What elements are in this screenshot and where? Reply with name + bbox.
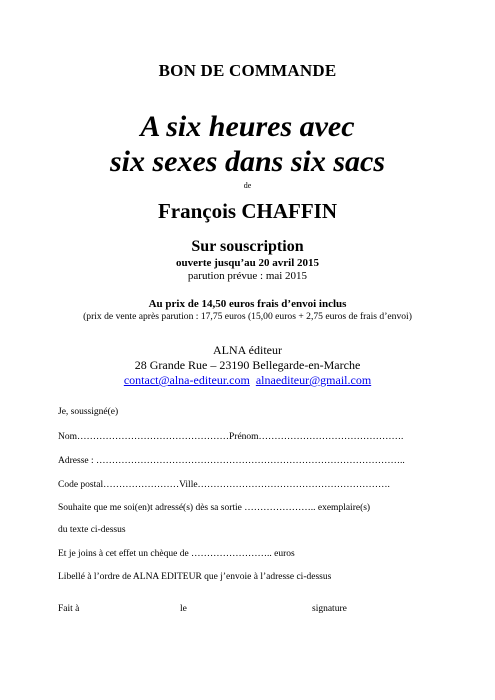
signature-label: signature: [312, 604, 347, 614]
name-field[interactable]: Nom…………………………………………: [58, 432, 229, 442]
author-name: François CHAFFIN: [157, 199, 338, 223]
email-link-contact[interactable]: contact@alna-editeur.com: [123, 373, 250, 387]
name-row: [58, 432, 403, 442]
address-field[interactable]: Adresse : ……………………………………………………………………………………..: [58, 456, 405, 466]
publisher-name: ALNA éditeur: [213, 343, 282, 357]
subscription-heading: Sur souscription: [191, 238, 304, 255]
firstname-field[interactable]: Prénom……………………………………….: [229, 432, 404, 442]
by-label: de: [243, 181, 252, 190]
date-label: le: [180, 604, 187, 614]
payable-to-line: Libellé à l’ordre de ALNA EDITEUR que j’envoie à l’adresse ci-dessus: [58, 572, 332, 582]
document-header: BON DE COMMANDE: [158, 61, 337, 80]
price-note: (prix de vente après parution : 17,75 euros (15,00 euros + 2,75 euros de frais d’envoi): [83, 311, 412, 322]
quantity-line[interactable]: Souhaite que me soi(en)t adressé(s) dès sa sortie ………………….. exemplaire(s): [58, 503, 371, 513]
publisher-emails: [0, 373, 495, 388]
price-main: Au prix de 14,50 euros frais d’envoi inclus: [148, 298, 347, 310]
subscription-deadline: ouverte jusqu’au 20 avril 2015: [176, 257, 319, 269]
release-date: parution prévue : mai 2015: [187, 270, 308, 282]
city-field[interactable]: Ville…………………………………………………….: [179, 480, 390, 490]
postal-row: [58, 480, 390, 490]
book-title-line-1: A six heures avec: [140, 110, 355, 143]
made-at-label: Fait à: [58, 604, 80, 614]
book-title-line-2: six sexes dans six sacs: [109, 145, 386, 178]
publisher-address: 28 Grande Rue – 23190 Bellegarde-en-Marche: [134, 358, 361, 372]
undersigned-line: Je, soussigné(e): [58, 407, 119, 417]
postal-code-field[interactable]: Code postal……………………: [58, 480, 180, 490]
text-reference-line: du texte ci-dessus: [58, 525, 126, 535]
email-link-gmail[interactable]: alnaediteur@gmail.com: [255, 373, 372, 387]
cheque-amount-line[interactable]: Et je joins à cet effet un chèque de …………………….. euros: [58, 549, 295, 559]
